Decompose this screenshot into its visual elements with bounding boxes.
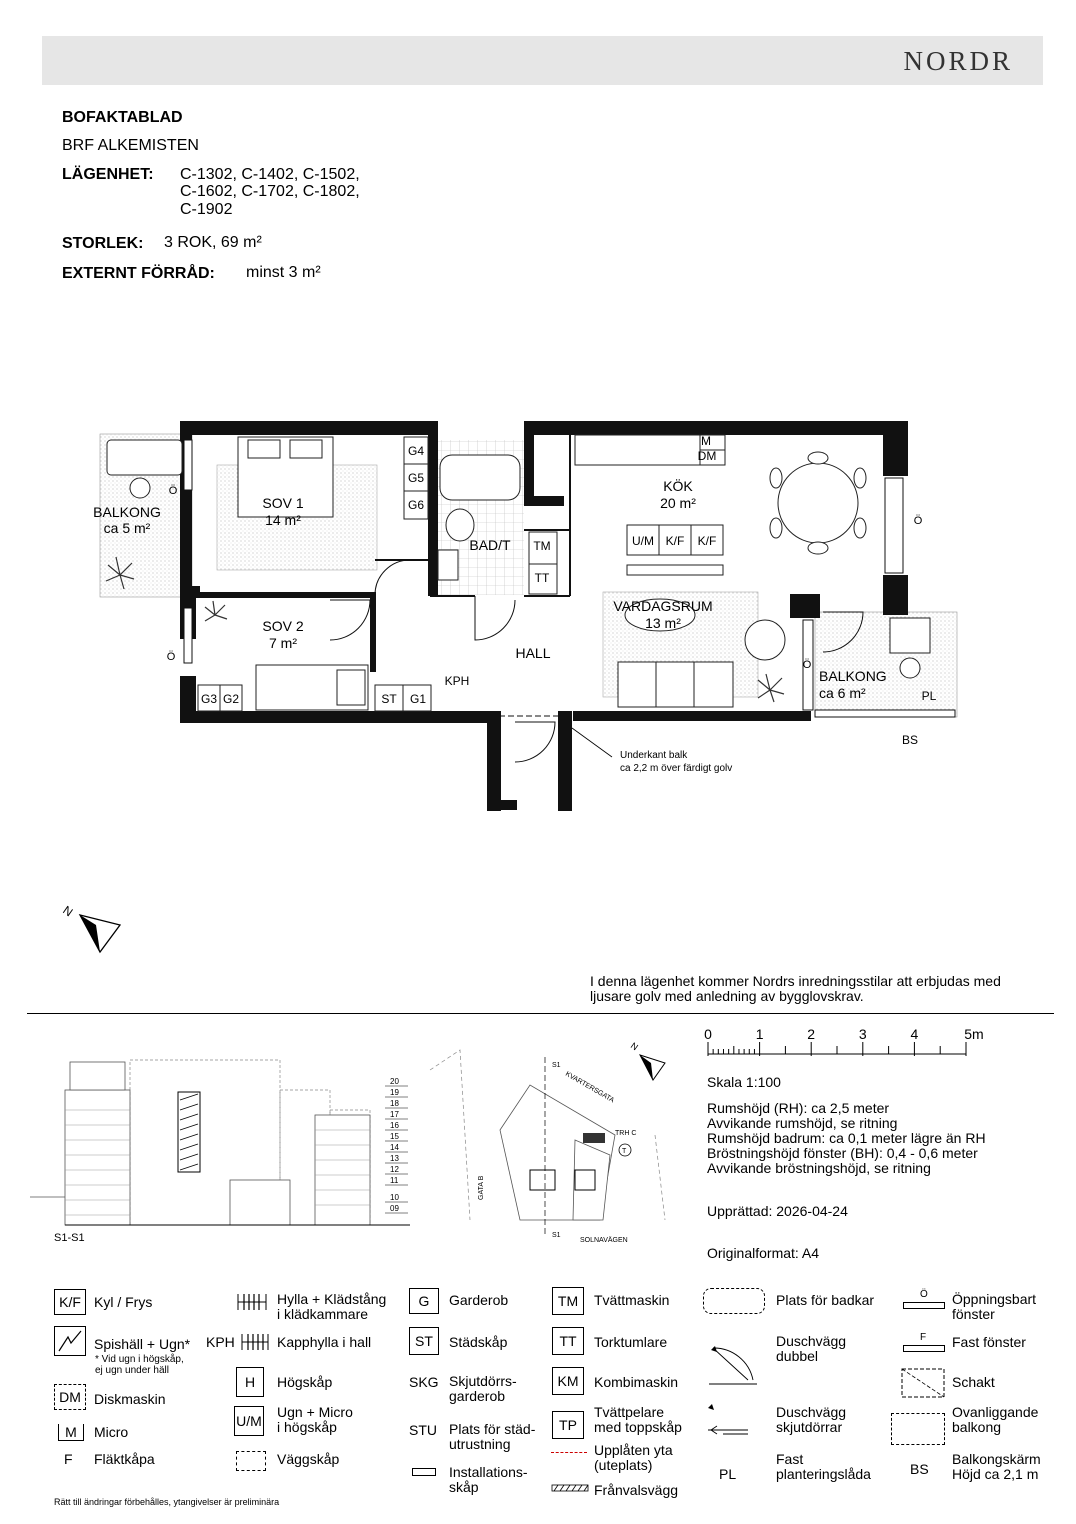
- legend-bs-label: Balkongskärm Höjd ca 2,1 m: [952, 1451, 1041, 1483]
- section-drawing: [30, 1050, 410, 1250]
- legend-dm-symbol: DM: [54, 1384, 86, 1410]
- legend-km-symbol: KM: [552, 1367, 584, 1395]
- room-balkong2-name: BALKONG: [819, 668, 887, 684]
- tag-kf-1: K/F: [665, 534, 685, 548]
- footer-disclaimer: Rätt till ändringar förbehålles, ytangivelser är preliminära: [54, 1497, 280, 1507]
- legend-g-symbol: G: [409, 1288, 439, 1314]
- section-floor-label: 12: [390, 1165, 399, 1174]
- legend-ovan-label: Ovanliggande balkong: [952, 1404, 1039, 1436]
- apartment-label: LÄGENHET:: [62, 166, 154, 183]
- tag-st: ST: [381, 692, 397, 706]
- beam-note-line2: ca 2,2 m över färdigt golv: [620, 763, 733, 774]
- section-floor-label: 09: [390, 1204, 399, 1213]
- room-balkong1-area: ca 5 m²: [103, 520, 151, 536]
- tag-bs: BS: [901, 733, 919, 747]
- section-floor-label: 14: [390, 1143, 399, 1152]
- scale-ratio: Skala 1:100: [707, 1074, 781, 1090]
- north-arrow-icon: [60, 903, 120, 952]
- site-t: T: [622, 1148, 627, 1155]
- legend-um-label: Ugn + Micro i högskåp: [277, 1404, 353, 1436]
- doors: [330, 560, 863, 762]
- legend-opp-symbol: Ö: [920, 1289, 928, 1300]
- legend-schakt-label: Schakt: [952, 1374, 995, 1390]
- scale-tick-label: 1: [755, 1026, 764, 1042]
- site-street-gata-b: GATA B: [478, 1175, 485, 1200]
- tag-tt: TT: [534, 571, 550, 585]
- room-sov2-name: SOV 2: [262, 618, 304, 634]
- room-kok-area: 20 m²: [660, 495, 696, 511]
- coat-rack-icon: [240, 1330, 270, 1354]
- size-label: STORLEK:: [62, 235, 144, 252]
- section-floor-label: 15: [390, 1132, 399, 1141]
- legend-hylla-label: Hylla + Klädstång i klädkammare: [277, 1291, 387, 1323]
- room-hall-name: HALL: [515, 645, 551, 661]
- legend-upplaten-label: Upplåten yta (uteplats): [594, 1442, 673, 1474]
- legend-pl-symbol: PL: [719, 1466, 737, 1482]
- room-sov2-area: 7 m²: [269, 635, 297, 651]
- legend-m-symbol: M: [58, 1424, 84, 1441]
- opening-window-icon: [903, 1302, 945, 1309]
- section-floor-label: 18: [390, 1099, 399, 1108]
- site-street-kvartersgata: KVARTERSGATA: [564, 1070, 616, 1105]
- legend-kf-symbol: K/F: [54, 1289, 86, 1315]
- legend-spis-label: Spishäll + Ugn*: [94, 1336, 191, 1352]
- floor-note: I denna lägenhet kommer Nordrs inredningsstilar att erbjudas med ljusare golv med anledning av bygglovskrav.: [590, 973, 1001, 1005]
- legend-dm-label: Diskmaskin: [94, 1391, 166, 1407]
- room-sov1-name: SOV 1: [262, 495, 304, 511]
- legend-dusch-skjut-label: Duschvägg skjutdörrar: [776, 1404, 847, 1436]
- legend-bs-symbol: BS: [910, 1461, 929, 1477]
- legend-tt-label: Torktumlare: [594, 1334, 668, 1350]
- site-trh: TRH C: [615, 1130, 637, 1137]
- svg-text:N: N: [60, 902, 76, 920]
- section-floor-label: 13: [390, 1154, 399, 1163]
- section-floor-label: 17: [390, 1110, 399, 1119]
- window-opening-mark-3: Ö: [913, 515, 923, 527]
- tag-kph: KPH: [444, 674, 470, 688]
- scale-bar: [700, 1022, 1000, 1067]
- section-floor-label: 11: [390, 1176, 399, 1185]
- nordr-logo: NORDR: [903, 46, 1013, 76]
- fixed-window-icon: [903, 1345, 945, 1352]
- tag-g6: G6: [407, 498, 425, 512]
- legend-g-label: Garderob: [449, 1292, 509, 1308]
- legend-tp-label: Tvättpelare med toppskåp: [594, 1404, 682, 1436]
- section-floor-label: 10: [390, 1193, 399, 1202]
- shower-wall-sliding-icon: [703, 1400, 753, 1440]
- scale-tick-label: 0: [704, 1026, 712, 1042]
- legend-dusch-dubbel-label: Duschvägg dubbel: [776, 1333, 847, 1365]
- legend-stu-symbol: STU: [409, 1422, 437, 1438]
- legend-f-label: Fläktkåpa: [94, 1451, 155, 1467]
- tag-m: M: [701, 434, 711, 448]
- installation-cabinet-icon: [412, 1468, 436, 1476]
- hanger-rail-icon: [236, 1290, 268, 1314]
- wall-cabinet-icon: [236, 1451, 266, 1471]
- tag-dm: DM: [697, 449, 717, 463]
- tag-g2: G2: [222, 692, 240, 706]
- legend-st-label: Städskåp: [449, 1334, 508, 1350]
- section-label: S1-S1: [54, 1232, 85, 1244]
- legend-franvals-label: Frånvalsvägg: [594, 1482, 679, 1498]
- legend-tm-symbol: TM: [552, 1287, 584, 1315]
- legend-tp-symbol: TP: [552, 1411, 584, 1439]
- apartment-value: C-1302, C-1402, C-1502, C-1602, C-1702, C-1802, C-1902: [180, 166, 360, 218]
- created-date: Upprättad: 2026-04-24: [707, 1203, 848, 1219]
- window-opening-mark-4: Ö: [802, 659, 812, 671]
- legend-fast-label: Fast fönster: [952, 1334, 1026, 1350]
- legend-km-label: Kombimaskin: [594, 1374, 679, 1390]
- beam-note-line1: Underkant balk: [620, 750, 688, 761]
- legend-inst-label: Installations- skåp: [449, 1464, 528, 1496]
- site-s1-top: S1: [552, 1062, 561, 1069]
- legend-skg-symbol: SKG: [409, 1374, 439, 1390]
- room-sov1-area: 14 m²: [265, 512, 301, 528]
- tag-g4: G4: [407, 444, 425, 458]
- original-format: Originalformat: A4: [707, 1245, 820, 1261]
- legend-vagg-label: Väggskåp: [277, 1451, 340, 1467]
- legend-tm-label: Tvättmaskin: [594, 1292, 670, 1308]
- legend-kph-label: Kapphylla i hall: [277, 1334, 372, 1350]
- scale-tick-label: 2: [807, 1026, 816, 1042]
- tag-g5: G5: [407, 471, 425, 485]
- site-plan: [425, 1035, 685, 1250]
- brf-name: BRF ALKEMISTEN: [62, 137, 199, 154]
- scale-tick-label: 4: [910, 1026, 919, 1042]
- leased-area-line-icon: [551, 1452, 587, 1453]
- size-value: 3 ROK, 69 m²: [164, 234, 262, 251]
- legend-h-label: Högskåp: [277, 1374, 333, 1390]
- scale-tick-label: 5m: [964, 1026, 984, 1042]
- shaft-icon: [901, 1368, 945, 1398]
- bathtub-icon: [703, 1288, 765, 1314]
- stove-icon: [54, 1326, 86, 1356]
- tag-um: U/M: [632, 534, 654, 548]
- legend-h-symbol: H: [236, 1367, 264, 1397]
- section-floor-label: 19: [390, 1088, 399, 1097]
- section-apartment-highlight: [178, 1092, 200, 1172]
- window-opening-mark-2: Ö: [166, 651, 176, 663]
- storage-label: EXTERNT FÖRRÅD:: [62, 265, 215, 282]
- svg-text:N: N: [628, 1040, 640, 1053]
- legend-stu-label: Plats för städ- utrustning: [449, 1421, 536, 1453]
- room-vardagsrum-area: 13 m²: [645, 615, 681, 631]
- optional-wall-icon: [551, 1484, 589, 1492]
- tag-kf-2: K/F: [697, 534, 717, 548]
- height-details: Rumshöjd (RH): ca 2,5 meter Avvikande rumshöjd, se ritning Rumshöjd badrum: ca 0,1 meter lägre än RH Bröstningshöjd fönster (BH): 0,4 - 0,6 meter Avvikande bröstningshöjd, se ritning: [707, 1100, 986, 1177]
- scale-tick-label: 3: [858, 1026, 867, 1042]
- room-balkong1-name: BALKONG: [93, 504, 161, 520]
- sheet-title: BOFAKTABLAD: [62, 109, 183, 126]
- legend-f-symbol: F: [64, 1451, 73, 1467]
- storage-value: minst 3 m²: [246, 264, 321, 281]
- tag-g1: G1: [409, 692, 427, 706]
- window-opening-mark-1: Ö: [168, 485, 178, 497]
- tag-g3: G3: [200, 692, 218, 706]
- site-street-solnavagen: SOLNAVÄGEN: [580, 1237, 628, 1244]
- legend-kph-symbol: KPH: [206, 1334, 235, 1350]
- legend-badkar-label: Plats för badkar: [776, 1292, 875, 1308]
- room-balkong2-area: ca 6 m²: [819, 685, 866, 701]
- legend-tt-symbol: TT: [552, 1327, 584, 1355]
- site-s1-bottom: S1: [552, 1232, 561, 1239]
- legend-st-symbol: ST: [409, 1327, 439, 1355]
- legend-kf-label: Kyl / Frys: [94, 1294, 153, 1310]
- section-floor-label: 20: [390, 1077, 399, 1086]
- room-vardagsrum-name: VARDAGSRUM: [613, 598, 713, 614]
- tag-pl: PL: [921, 689, 937, 703]
- tag-tm: TM: [533, 539, 551, 553]
- legend-pl-label: Fast planteringslåda: [776, 1451, 871, 1483]
- legend-skg-label: Skjutdörrs- garderob: [449, 1373, 517, 1405]
- shower-wall-double-icon: [703, 1340, 763, 1390]
- beam-leader-line: [572, 728, 612, 757]
- legend-um-symbol: U/M: [234, 1406, 264, 1436]
- legend-opp-label: Öppningsbart fönster: [952, 1291, 1037, 1323]
- site-north-arrow-icon: [629, 1040, 665, 1080]
- divider: [27, 1013, 1054, 1014]
- balcony-above-icon: [891, 1413, 945, 1445]
- room-bad-name: BAD/T: [469, 537, 511, 553]
- legend-m-label: Micro: [94, 1424, 129, 1440]
- legend-spis-note: * Vid ugn i högskåp, ej ugn under häll: [95, 1354, 184, 1376]
- legend-fast-symbol: F: [920, 1332, 927, 1343]
- room-kok-name: KÖK: [663, 478, 693, 494]
- section-floor-label: 16: [390, 1121, 399, 1130]
